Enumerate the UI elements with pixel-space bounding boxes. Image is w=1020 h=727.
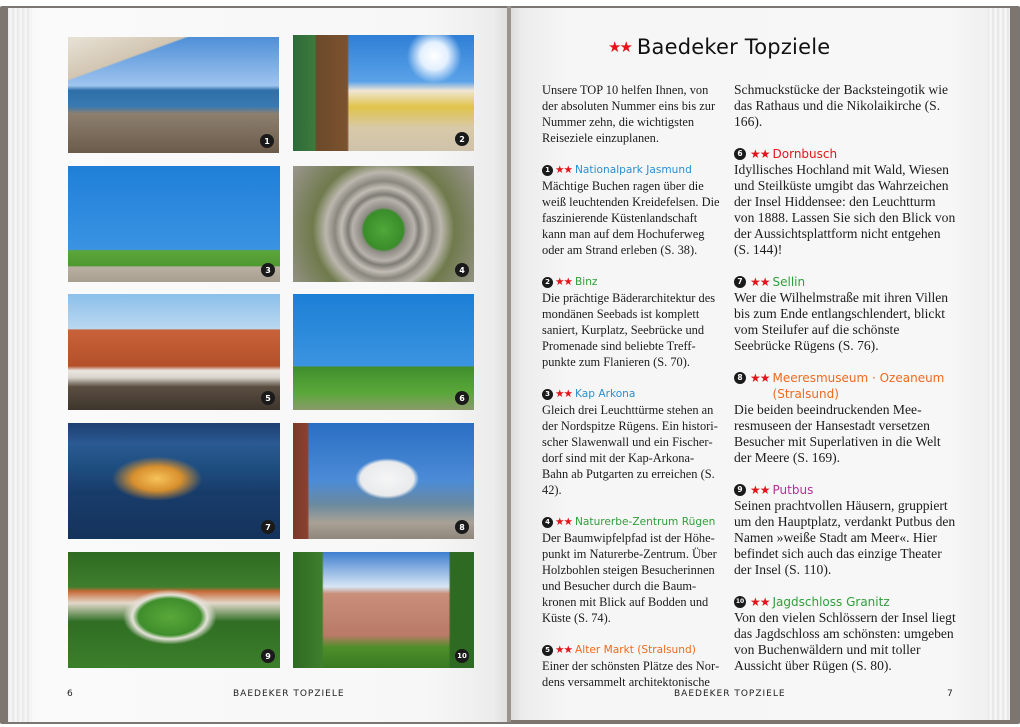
photo-number-badge: 4 (455, 263, 469, 277)
photo-number-badge: 7 (261, 520, 275, 534)
left-page-edges (8, 8, 32, 722)
topziel-entry (734, 370, 956, 466)
page-number-right: 7 (947, 689, 953, 699)
photo-dornbusch (293, 294, 474, 410)
entry-name: Naturerbe-Zentrum Rügen (575, 516, 716, 528)
entry-name: Putbus (772, 483, 814, 497)
entry-heading (542, 642, 720, 658)
entry-heading (734, 482, 956, 498)
entry-heading (734, 146, 956, 162)
topziel-entry (734, 482, 956, 578)
entry-description: Wer die Wilhelmstraße mit ihren Villen bis zum Ende entlangschlendert, blickt vom Steilufer auf die schönste Seebrücke Rügens (S. 76). (734, 290, 949, 353)
topziel-entry (542, 642, 720, 690)
photo-alter-markt (68, 294, 280, 410)
photo-naturerbe-zentrum (293, 166, 474, 282)
two-stars-icon: ★★ (750, 595, 770, 609)
photo-number-badge: 1 (260, 134, 274, 148)
entry-name: Jagdschloss Granitz (772, 595, 890, 609)
number-badge-icon: 5 (542, 645, 553, 656)
two-stars-icon: ★★ (555, 644, 572, 656)
entry-description-part1: Einer der schönsten Plätze des Nordens versammelt architektonische (542, 659, 720, 689)
intro-paragraph: Unsere TOP 10 helfen Ihnen, von der absoluten Nummer eins bis zur Nummer zehn, die wichtigsten Reiseziele einzuplanen. (542, 83, 716, 145)
photo-number-badge: 6 (455, 391, 469, 405)
photo-putbus (68, 552, 280, 668)
two-stars-icon: ★★ (750, 371, 770, 385)
number-badge-icon: 9 (734, 484, 746, 496)
two-stars-icon: ★★ (750, 275, 770, 289)
entry-description: Gleich drei Leuchttürme stehen an der Nordspitze Rügens. Ein historischer Slawenwall und ein Fischerdorf sind mit der Kap-Arkona-Bahn ab Putgarten zu erreichen (S. 42). (542, 403, 718, 497)
page-title-text: Baedeker Topziele (636, 35, 831, 59)
entry-description: Von den vielen Schlössern der Insel liegt das Jagdschloss am schönsten: umgeben von Buchenwäldern und mit toller Aussicht über Rügen (S. 80). (734, 610, 956, 673)
entry-name: Binz (575, 276, 598, 288)
entry-heading (734, 594, 956, 610)
entry-name: Nationalpark Jasmund (575, 164, 692, 176)
right-page-edges (988, 8, 1010, 720)
entry-name: Sellin (772, 275, 806, 289)
photo-number-badge: 10 (455, 649, 469, 663)
photo-number-badge: 5 (261, 391, 275, 405)
two-stars-icon: ★★ (555, 164, 572, 176)
number-badge-icon: 10 (734, 596, 746, 608)
page-title (608, 32, 830, 62)
text-column-left (542, 82, 720, 706)
photo-number-badge: 8 (455, 520, 469, 534)
number-badge-icon: 7 (734, 276, 746, 288)
number-badge-icon: 1 (542, 165, 553, 176)
entry-description: Idyllisches Hochland mit Wald, Wiesen und Steilküste umgibt das Wahrzeichen der Insel Hiddensee: den Leuchtturm von 1888. Lassen Sie sich den Blick von der Aussichtsplattform nicht entgehen (S. 144)! (734, 162, 956, 257)
entry-name: Alter Markt (Stralsund) (575, 644, 696, 656)
entry-description: Die prächtige Bäderarchitektur des mondänen Seebads ist komplett saniert, Kurplatz, Seebrücke und Promenade sind beliebte Treffpunkte zum Flanieren (S. 70). (542, 291, 716, 369)
entry-name: Dornbusch (772, 147, 838, 161)
topziel-entry (542, 386, 720, 498)
entry-name: Meeresmuseum · Ozeaneum (Stralsund) (772, 371, 945, 401)
entry-description: Der Baumwipfelpfad ist der Höhepunkt im Naturerbe-Zentrum. Über Holzbohlen steigen Besucherinnen und Besucher durch die Baumkronen mit Blick auf Bodden und Küste (S. 74). (542, 531, 717, 625)
number-badge-icon: 4 (542, 517, 553, 528)
photo-kap-arkona (68, 166, 280, 282)
topziel-entry (734, 146, 956, 258)
topziel-entry (542, 514, 720, 626)
number-badge-icon: 6 (734, 148, 746, 160)
entry-heading (542, 162, 720, 178)
topziel-entry (542, 162, 720, 258)
two-stars-icon: ★★ (608, 38, 631, 56)
entry-description: Mächtige Buchen ragen über die weiß leuchtenden Kreidefelsen. Die faszinierende Küstenlandschaft kann man auf dem Hochuferweg oder am Strand erleben (S. 38). (542, 179, 720, 257)
two-stars-icon: ★★ (750, 147, 770, 161)
running-title-right: BAEDEKER TOPZIELE (674, 689, 786, 699)
photo-jasmund (68, 37, 279, 153)
entry-description: Seinen prachtvollen Häusern, gruppiert um den Hauptplatz, verdankt Putbus den Namen »weiße Stadt am Meer«. Hier befindet sich auch das einzige Theater der Insel (S. 110). (734, 498, 956, 577)
entry-heading (734, 370, 956, 402)
topziel-entry (542, 274, 720, 370)
photo-ozeaneum (293, 423, 474, 539)
photo-number-badge: 9 (261, 649, 275, 663)
text-column-right (734, 82, 956, 690)
topziel-entry (734, 594, 956, 674)
number-badge-icon: 8 (734, 372, 746, 384)
page-number-left: 6 (67, 689, 73, 699)
entry-description-part2: Schmuckstücke der Backsteingotik wie das Rathaus und die Nikolaikirche (S. 166). (734, 82, 949, 129)
photo-sellin (68, 423, 280, 539)
entry-heading (542, 274, 720, 290)
two-stars-icon: ★★ (555, 516, 572, 528)
two-stars-icon: ★★ (750, 483, 770, 497)
entry-name: Kap Arkona (575, 388, 636, 400)
two-stars-icon: ★★ (555, 276, 572, 288)
photo-jagdschloss-granitz (293, 552, 474, 668)
topziel-entry (734, 274, 956, 354)
number-badge-icon: 3 (542, 389, 553, 400)
two-stars-icon: ★★ (555, 388, 572, 400)
entry-heading (734, 274, 956, 290)
entry-heading (542, 386, 720, 402)
entry-description: Die beiden beeindruckenden Meeresmuseen der Hansestadt versetzen Besucher mit Superlativen in die Welt der Meere (S. 169). (734, 402, 941, 465)
running-title-left: BAEDEKER TOPZIELE (233, 689, 345, 699)
number-badge-icon: 2 (542, 277, 553, 288)
entry-heading (542, 514, 720, 530)
photo-number-badge: 2 (455, 132, 469, 146)
photo-binz (293, 35, 474, 151)
photo-number-badge: 3 (261, 263, 275, 277)
book-gutter (507, 6, 511, 722)
